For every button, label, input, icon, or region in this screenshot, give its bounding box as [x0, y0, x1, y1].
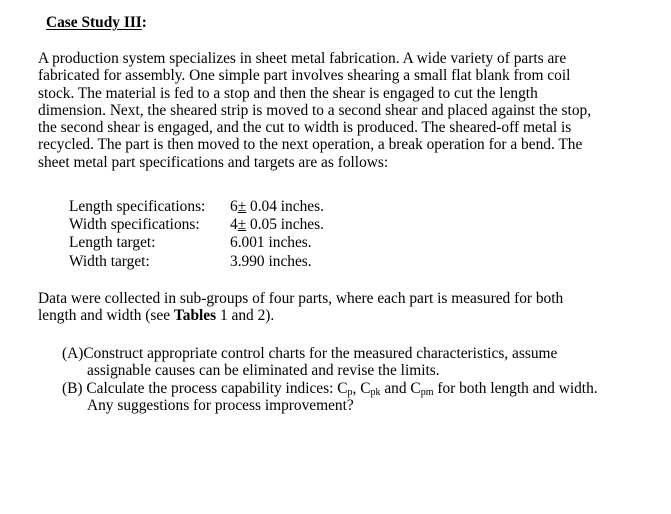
spec-value: 3.990 inches. — [230, 252, 312, 270]
intro-line: dimension. Next, the sheared strip is moved to a second shear and placed against the stop, — [38, 101, 592, 119]
question-text: for both length and width. — [433, 379, 598, 397]
spec-label: Length specifications: — [69, 198, 206, 215]
question-b — [62, 380, 598, 415]
intro-line: recycled. The part is then moved to the next operation, a break operation for a bend. The — [38, 136, 583, 154]
question-marker: (B) — [62, 379, 83, 397]
question-text: Construct appropriate control charts for the measured characteristics, assume — [83, 345, 558, 362]
intro-line: sheet metal part specifications and targets are as follows: — [38, 153, 389, 171]
plus-minus-symbol: ± — [237, 216, 247, 234]
tables-reference: Tables — [173, 307, 217, 325]
data-note-text: length and width (see — [38, 307, 174, 325]
intro-paragraph — [38, 50, 638, 171]
spec-label: Length target: — [69, 234, 156, 252]
subscript-pk: pk — [370, 386, 381, 398]
data-note-line: Data were collected in sub-groups of four parts, where each part is measured for both — [38, 290, 564, 307]
spec-tolerance: 0.04 inches. — [246, 198, 324, 215]
spec-value — [230, 216, 324, 233]
questions-list — [62, 345, 598, 414]
data-collection-paragraph — [38, 290, 563, 325]
question-line: assignable causes can be eliminated and revise the limits. — [87, 362, 440, 380]
question-line — [62, 380, 598, 397]
data-note-text: 1 and 2). — [216, 307, 275, 325]
spec-value: 6.001 inches. — [230, 234, 312, 252]
intro-line: fabricated for assembly. One simple part involves shearing a small flat blank from coil — [38, 67, 571, 85]
spec-value — [230, 198, 324, 215]
data-note-line — [38, 307, 563, 324]
plus-minus-symbol: ± — [237, 198, 247, 215]
question-text: , C — [352, 379, 371, 397]
spec-label: Width specifications: — [69, 216, 200, 234]
subscript-pm: pm — [420, 386, 434, 398]
title-colon: : — [141, 14, 147, 31]
title-text: Case Study III — [46, 14, 142, 31]
question-line: Any suggestions for process improvement? — [87, 396, 354, 414]
case-study-title — [46, 14, 147, 31]
spec-label: Width target: — [69, 252, 150, 270]
intro-line: stock. The material is fed to a stop and then the shear is engaged to cut the length — [38, 84, 538, 102]
subscript-p: p — [347, 386, 353, 398]
question-marker: (A) — [62, 345, 84, 362]
spec-tolerance: 0.05 inches. — [246, 216, 324, 234]
question-text: Calculate the process capability indices: C — [86, 379, 348, 397]
question-text: and C — [380, 379, 421, 397]
question-a — [62, 345, 598, 380]
spec-nominal: 4 — [230, 216, 238, 234]
intro-line: A production system specializes in sheet metal fabrication. A wide variety of parts are — [38, 50, 567, 67]
spec-nominal: 6 — [230, 198, 238, 215]
question-line — [62, 345, 598, 362]
intro-line: the second shear is engaged, and the cut to width is produced. The sheared-off metal is — [38, 119, 572, 137]
